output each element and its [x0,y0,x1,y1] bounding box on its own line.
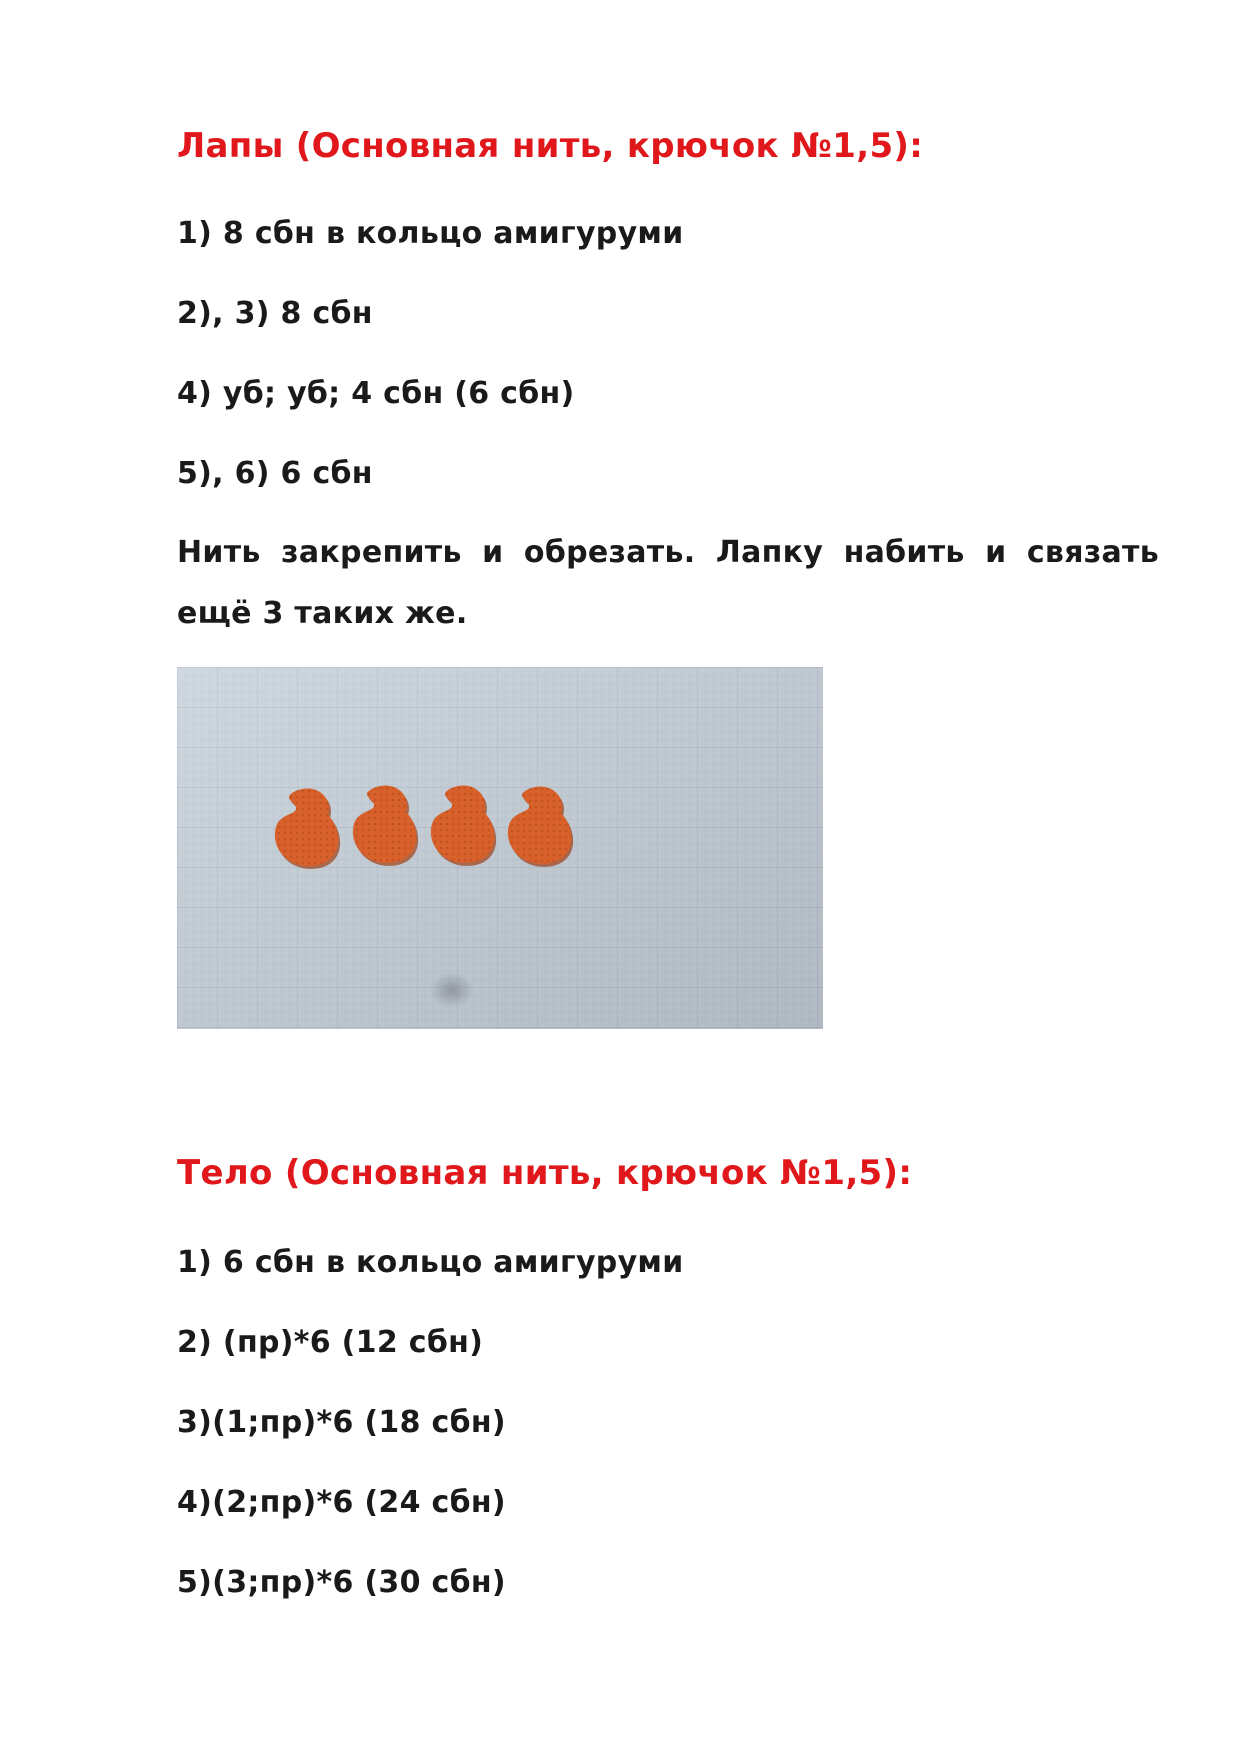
paws-note: Нить закрепить и обрезать. Лапку набить и связать ещё 3 таких же. [177,535,1159,631]
body-row-5: 5)(3;пр)*6 (30 сбн) [177,1565,506,1600]
section-paws-title: Лапы (Основная нить, крючок №1,5): [177,126,924,166]
body-row-1: 1) 6 сбн в кольцо амигуруми [177,1245,684,1280]
paws-row-1: 1) 8 сбн в кольцо амигуруми [177,216,684,251]
paws-row-2: 2), 3) 8 сбн [177,296,373,331]
section-body-title: Тело (Основная нить, крючок №1,5): [177,1153,913,1193]
paws-photo [177,667,823,1029]
paws-row-4: 5), 6) 6 сбн [177,456,373,491]
body-row-3: 3)(1;пр)*6 (18 сбн) [177,1405,506,1440]
paws-row-3: 4) уб; уб; 4 сбн (6 сбн) [177,376,575,411]
body-row-2: 2) (пр)*6 (12 сбн) [177,1325,484,1360]
body-row-4: 4)(2;пр)*6 (24 сбн) [177,1485,506,1520]
